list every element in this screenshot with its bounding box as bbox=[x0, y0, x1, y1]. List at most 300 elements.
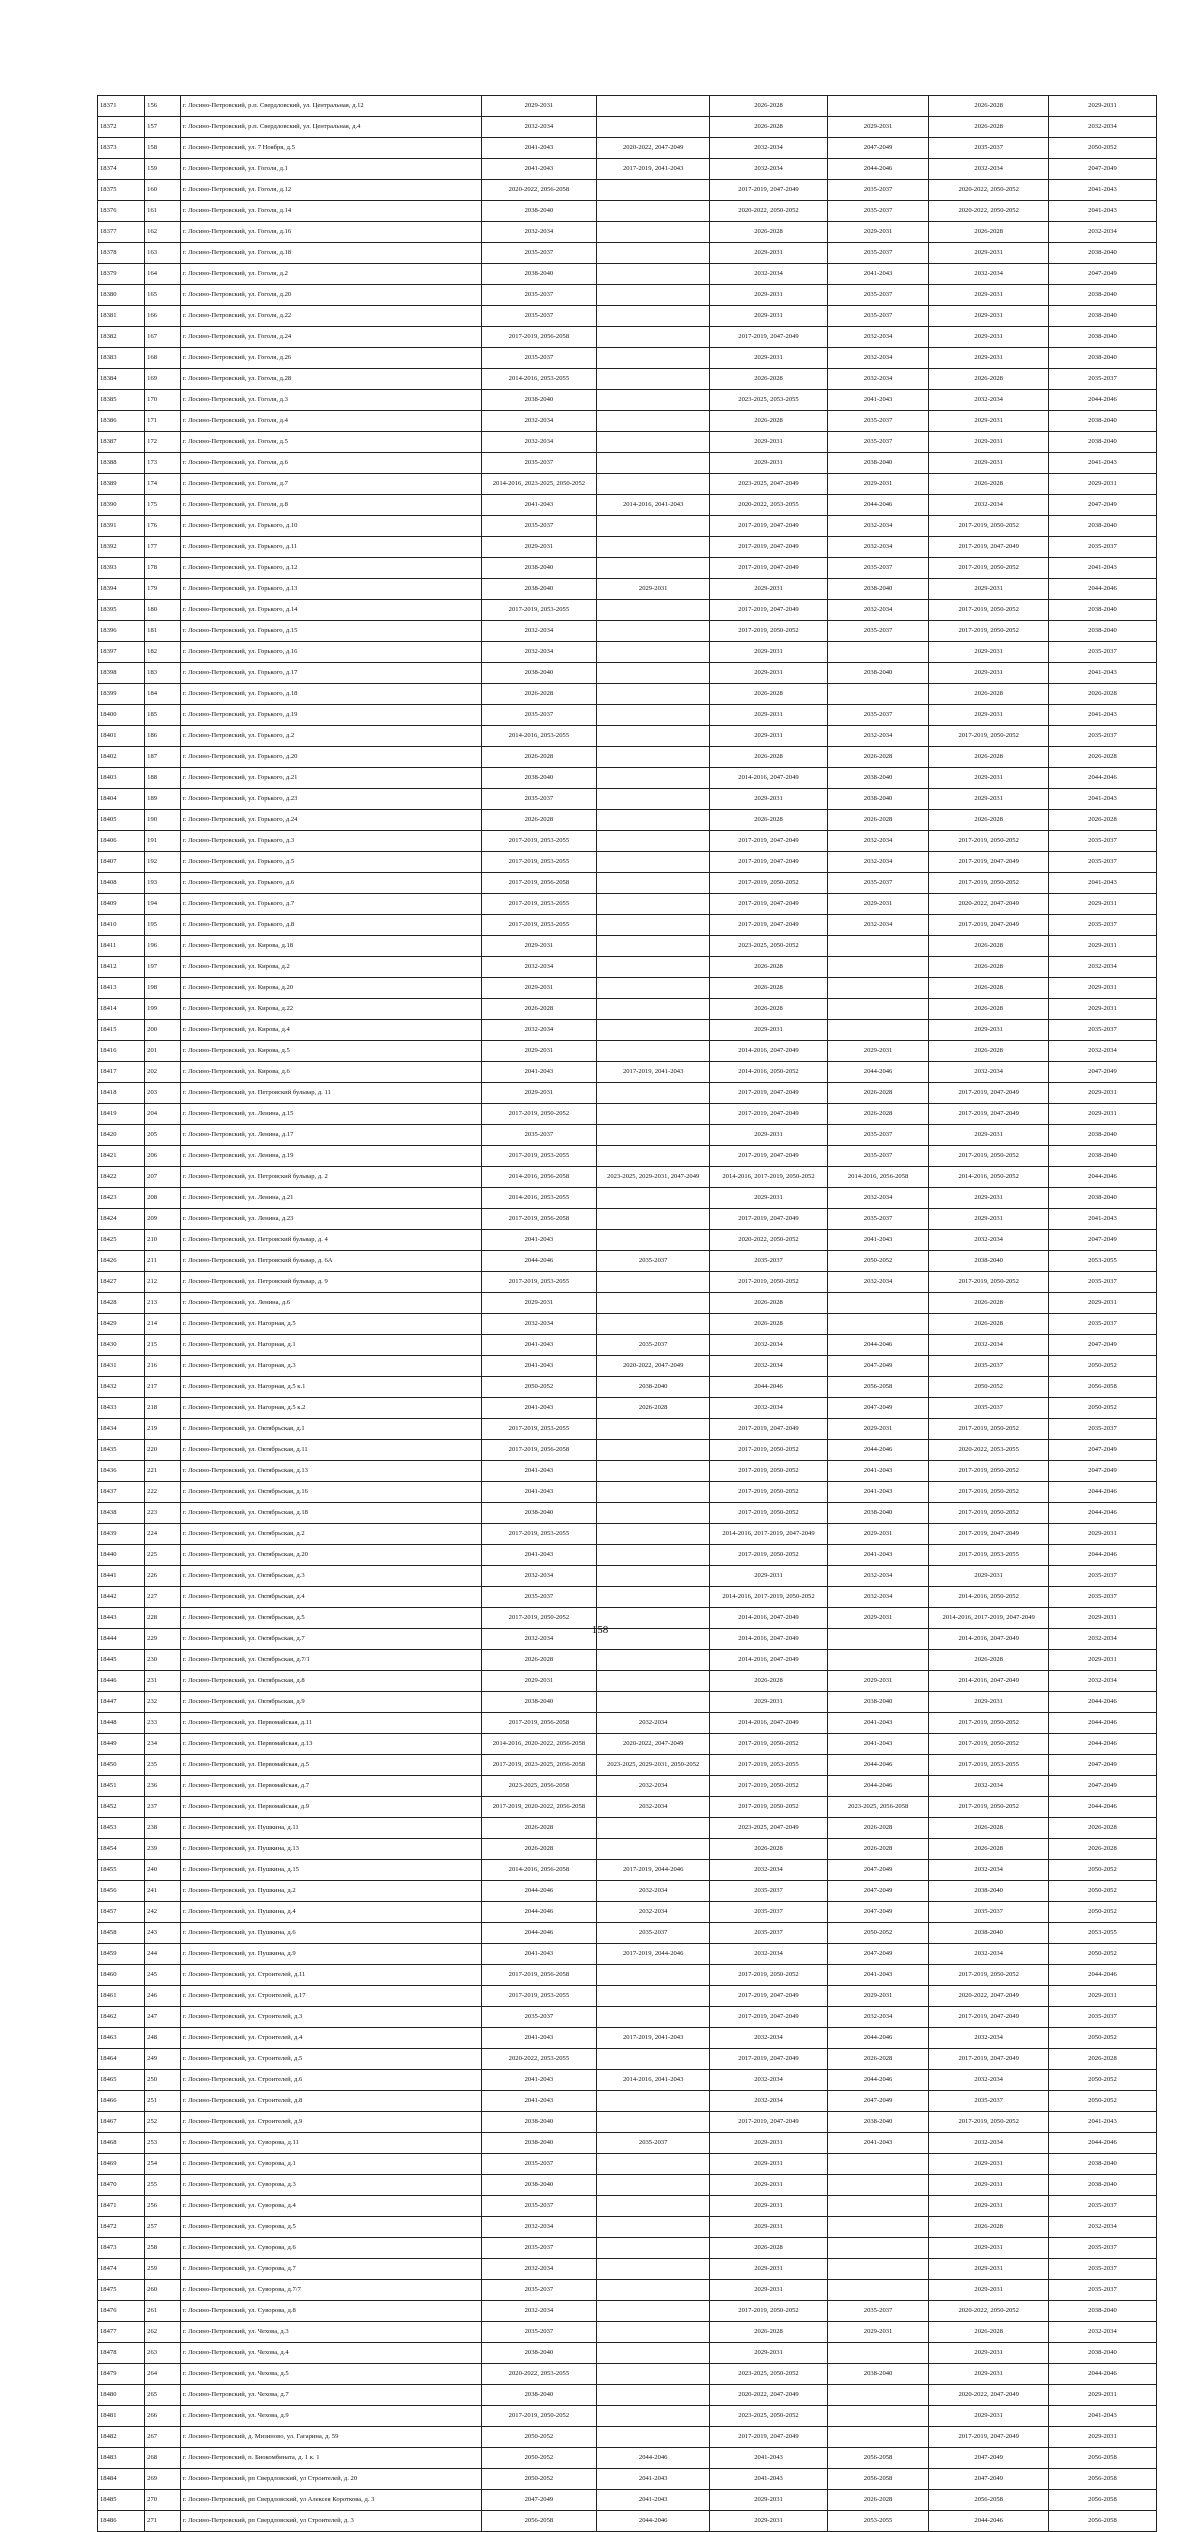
period-cell-1: 2038-2040 bbox=[481, 663, 596, 684]
row-id-cell: 18407 bbox=[98, 852, 145, 873]
period-cell-2 bbox=[597, 915, 710, 936]
address-cell: г. Лосино-Петровский, ул. Гоголя, д.4 bbox=[180, 411, 481, 432]
period-cell-2: 2032-2034 bbox=[597, 1713, 710, 1734]
period-cell-1: 2056-2058 bbox=[481, 2511, 596, 2532]
period-cell-6: 2047-2049 bbox=[1048, 495, 1156, 516]
address-cell: г. Лосино-Петровский, ул. Гоголя, д.28 bbox=[180, 369, 481, 390]
period-cell-5: 2029-2031 bbox=[929, 285, 1049, 306]
period-cell-4: 2047-2049 bbox=[827, 2091, 929, 2112]
address-cell: г. Лосино-Петровский, ул. Суворова, д.1 bbox=[180, 2154, 481, 2175]
period-cell-1: 2035-2037 bbox=[481, 243, 596, 264]
table-row bbox=[98, 1944, 1157, 1965]
table-row bbox=[98, 1419, 1157, 1440]
row-number-cell: 201 bbox=[145, 1041, 181, 1062]
row-number-cell: 178 bbox=[145, 558, 181, 579]
row-id-cell: 18396 bbox=[98, 621, 145, 642]
row-number-cell: 229 bbox=[145, 1629, 181, 1650]
row-number-cell: 164 bbox=[145, 264, 181, 285]
period-cell-3: 2017-2019, 2047-2049 bbox=[710, 180, 827, 201]
period-cell-5: 2017-2019, 2053-2055 bbox=[929, 1545, 1049, 1566]
period-cell-1: 2014-2016, 2023-2025, 2050-2052 bbox=[481, 474, 596, 495]
period-cell-6: 2044-2046 bbox=[1048, 579, 1156, 600]
period-cell-5: 2035-2037 bbox=[929, 1398, 1049, 1419]
period-cell-4: 2041-2043 bbox=[827, 1713, 929, 1734]
period-cell-4: 2056-2058 bbox=[827, 2448, 929, 2469]
period-cell-4: 2029-2031 bbox=[827, 222, 929, 243]
period-cell-5: 2017-2019, 2050-2052 bbox=[929, 1503, 1049, 1524]
row-id-cell: 18449 bbox=[98, 1734, 145, 1755]
table-row bbox=[98, 936, 1157, 957]
address-cell: г. Лосино-Петровский, ул. Кирова, д.6 bbox=[180, 1062, 481, 1083]
period-cell-6: 2044-2046 bbox=[1048, 1965, 1156, 1986]
period-cell-6: 2035-2037 bbox=[1048, 915, 1156, 936]
period-cell-4: 2026-2028 bbox=[827, 1083, 929, 1104]
period-cell-4 bbox=[827, 642, 929, 663]
period-cell-6: 2035-2037 bbox=[1048, 726, 1156, 747]
period-cell-1: 2038-2040 bbox=[481, 2343, 596, 2364]
address-cell: г. Лосино-Петровский, ул. Пушкина, д.6 bbox=[180, 1923, 481, 1944]
row-number-cell: 213 bbox=[145, 1293, 181, 1314]
table-row bbox=[98, 2007, 1157, 2028]
period-cell-5: 2029-2031 bbox=[929, 2406, 1049, 2427]
period-cell-5: 2017-2019, 2050-2052 bbox=[929, 600, 1049, 621]
period-cell-1: 2032-2034 bbox=[481, 621, 596, 642]
period-cell-3: 2020-2022, 2047-2049 bbox=[710, 2385, 827, 2406]
period-cell-5: 2029-2031 bbox=[929, 411, 1049, 432]
period-cell-5: 2017-2019, 2050-2052 bbox=[929, 1797, 1049, 1818]
period-cell-5: 2029-2031 bbox=[929, 1020, 1049, 1041]
period-cell-2 bbox=[597, 2259, 710, 2280]
period-cell-4: 2032-2034 bbox=[827, 348, 929, 369]
period-cell-5: 2026-2028 bbox=[929, 474, 1049, 495]
table-row bbox=[98, 117, 1157, 138]
table-row bbox=[98, 96, 1157, 117]
period-cell-5: 2038-2040 bbox=[929, 1881, 1049, 1902]
row-number-cell: 264 bbox=[145, 2364, 181, 2385]
address-cell: г. Лосино-Петровский, ул. Пушкина, д.9 bbox=[180, 1944, 481, 1965]
period-cell-2 bbox=[597, 789, 710, 810]
table-row bbox=[98, 348, 1157, 369]
row-id-cell: 18464 bbox=[98, 2049, 145, 2070]
period-cell-5: 2017-2019, 2047-2049 bbox=[929, 537, 1049, 558]
period-cell-2: 2044-2046 bbox=[597, 2448, 710, 2469]
period-cell-2 bbox=[597, 2091, 710, 2112]
table-row bbox=[98, 2238, 1157, 2259]
row-number-cell: 256 bbox=[145, 2196, 181, 2217]
table-row bbox=[98, 2406, 1157, 2427]
table-row bbox=[98, 810, 1157, 831]
address-cell: г. Лосино-Петровский, ул. Суворова, д.7 bbox=[180, 2259, 481, 2280]
period-cell-4 bbox=[827, 2406, 929, 2427]
row-number-cell: 220 bbox=[145, 1440, 181, 1461]
period-cell-1: 2032-2034 bbox=[481, 2301, 596, 2322]
period-cell-6: 2035-2037 bbox=[1048, 537, 1156, 558]
period-cell-5: 2026-2028 bbox=[929, 96, 1049, 117]
table-row bbox=[98, 1818, 1157, 1839]
period-cell-6: 2029-2031 bbox=[1048, 999, 1156, 1020]
address-cell: г. Лосино-Петровский, ул. Гоголя, д.16 bbox=[180, 222, 481, 243]
period-cell-1: 2035-2037 bbox=[481, 453, 596, 474]
table-row bbox=[98, 1230, 1157, 1251]
period-cell-5: 2017-2019, 2050-2052 bbox=[929, 1461, 1049, 1482]
period-cell-4: 2038-2040 bbox=[827, 2112, 929, 2133]
period-cell-2 bbox=[597, 852, 710, 873]
period-cell-4 bbox=[827, 2280, 929, 2301]
period-cell-3: 2026-2028 bbox=[710, 1839, 827, 1860]
row-id-cell: 18455 bbox=[98, 1860, 145, 1881]
period-cell-3: 2032-2034 bbox=[710, 2091, 827, 2112]
table-row bbox=[98, 600, 1157, 621]
row-number-cell: 252 bbox=[145, 2112, 181, 2133]
period-cell-3: 2029-2031 bbox=[710, 2511, 827, 2532]
address-cell: г. Лосино-Петровский, ул. Горького, д.13 bbox=[180, 579, 481, 600]
row-number-cell: 239 bbox=[145, 1839, 181, 1860]
period-cell-4: 2047-2049 bbox=[827, 1944, 929, 1965]
period-cell-6: 2044-2046 bbox=[1048, 1545, 1156, 1566]
period-cell-2 bbox=[597, 180, 710, 201]
period-cell-3: 2032-2034 bbox=[710, 138, 827, 159]
period-cell-4: 2035-2037 bbox=[827, 1146, 929, 1167]
period-cell-2: 2035-2037 bbox=[597, 1335, 710, 1356]
address-cell: г. Лосино-Петровский, ул. Кирова, д.20 bbox=[180, 978, 481, 999]
period-cell-5: 2029-2031 bbox=[929, 1209, 1049, 1230]
row-number-cell: 166 bbox=[145, 306, 181, 327]
period-cell-2 bbox=[597, 411, 710, 432]
address-cell: г. Лосино-Петровский, ул. Октябрьская, д.18 bbox=[180, 1503, 481, 1524]
period-cell-6: 2032-2034 bbox=[1048, 1629, 1156, 1650]
row-number-cell: 217 bbox=[145, 1377, 181, 1398]
row-id-cell: 18424 bbox=[98, 1209, 145, 1230]
table-row bbox=[98, 768, 1157, 789]
period-cell-2 bbox=[597, 705, 710, 726]
table-row bbox=[98, 1251, 1157, 1272]
period-cell-6: 2044-2046 bbox=[1048, 1734, 1156, 1755]
period-cell-6: 2029-2031 bbox=[1048, 894, 1156, 915]
period-cell-6: 2038-2040 bbox=[1048, 2343, 1156, 2364]
period-cell-3: 2017-2019, 2050-2052 bbox=[710, 1734, 827, 1755]
row-number-cell: 165 bbox=[145, 285, 181, 306]
period-cell-6: 2038-2040 bbox=[1048, 2175, 1156, 2196]
row-id-cell: 18457 bbox=[98, 1902, 145, 1923]
row-number-cell: 169 bbox=[145, 369, 181, 390]
table-row bbox=[98, 852, 1157, 873]
period-cell-5: 2032-2034 bbox=[929, 1335, 1049, 1356]
row-id-cell: 18426 bbox=[98, 1251, 145, 1272]
period-cell-4: 2032-2034 bbox=[827, 831, 929, 852]
row-number-cell: 227 bbox=[145, 1587, 181, 1608]
table-row bbox=[98, 2175, 1157, 2196]
row-id-cell: 18397 bbox=[98, 642, 145, 663]
address-cell: г. Лосино-Петровский, ул. Кирова, д.22 bbox=[180, 999, 481, 1020]
period-cell-2 bbox=[597, 537, 710, 558]
row-id-cell: 18461 bbox=[98, 1986, 145, 2007]
period-cell-3: 2014-2016, 2047-2049 bbox=[710, 1041, 827, 1062]
address-cell: г. Лосино-Петровский, ул. Горького, д.20 bbox=[180, 747, 481, 768]
table-row bbox=[98, 2133, 1157, 2154]
period-cell-6: 2044-2046 bbox=[1048, 1713, 1156, 1734]
address-cell: г. Лосино-Петровский, ул. Горького, д.18 bbox=[180, 684, 481, 705]
row-number-cell: 200 bbox=[145, 1020, 181, 1041]
period-cell-5: 2026-2028 bbox=[929, 222, 1049, 243]
table-row bbox=[98, 1398, 1157, 1419]
period-cell-1: 2029-2031 bbox=[481, 96, 596, 117]
period-cell-1: 2017-2019, 2053-2055 bbox=[481, 831, 596, 852]
period-cell-1: 2035-2037 bbox=[481, 2238, 596, 2259]
period-cell-5: 2020-2022, 2050-2052 bbox=[929, 2301, 1049, 2322]
schedule-table-sheet bbox=[97, 95, 1157, 2532]
row-number-cell: 157 bbox=[145, 117, 181, 138]
period-cell-3: 2041-2043 bbox=[710, 2448, 827, 2469]
period-cell-3: 2029-2031 bbox=[710, 1125, 827, 1146]
address-cell: г. Лосино-Петровский, ул. Петровский бульвар, д. 4 bbox=[180, 1230, 481, 1251]
table-row bbox=[98, 915, 1157, 936]
table-row bbox=[98, 705, 1157, 726]
row-number-cell: 175 bbox=[145, 495, 181, 516]
period-cell-6: 2041-2043 bbox=[1048, 663, 1156, 684]
period-cell-3: 2035-2037 bbox=[710, 1251, 827, 1272]
period-cell-3: 2026-2028 bbox=[710, 369, 827, 390]
period-cell-4: 2032-2034 bbox=[827, 600, 929, 621]
period-cell-4: 2029-2031 bbox=[827, 1986, 929, 2007]
row-number-cell: 271 bbox=[145, 2511, 181, 2532]
period-cell-4: 2035-2037 bbox=[827, 621, 929, 642]
table-row bbox=[98, 621, 1157, 642]
period-cell-3: 2014-2016, 2047-2049 bbox=[710, 1650, 827, 1671]
period-cell-3: 2026-2028 bbox=[710, 222, 827, 243]
period-cell-3: 2023-2025, 2047-2049 bbox=[710, 1818, 827, 1839]
period-cell-1: 2041-2043 bbox=[481, 1230, 596, 1251]
row-number-cell: 171 bbox=[145, 411, 181, 432]
period-cell-1: 2014-2016, 2053-2055 bbox=[481, 369, 596, 390]
row-id-cell: 18391 bbox=[98, 516, 145, 537]
period-cell-2: 2044-2046 bbox=[597, 2511, 710, 2532]
period-cell-6: 2044-2046 bbox=[1048, 1503, 1156, 1524]
period-cell-5: 2017-2019, 2047-2049 bbox=[929, 1083, 1049, 1104]
period-cell-4: 2035-2037 bbox=[827, 411, 929, 432]
period-cell-3: 2017-2019, 2047-2049 bbox=[710, 2049, 827, 2070]
period-cell-6: 2056-2058 bbox=[1048, 2490, 1156, 2511]
period-cell-4: 2032-2034 bbox=[827, 726, 929, 747]
period-cell-3: 2029-2031 bbox=[710, 1566, 827, 1587]
period-cell-2 bbox=[597, 1230, 710, 1251]
period-cell-6: 2041-2043 bbox=[1048, 558, 1156, 579]
period-cell-2 bbox=[597, 663, 710, 684]
period-cell-3: 2029-2031 bbox=[710, 1020, 827, 1041]
period-cell-6: 2029-2031 bbox=[1048, 1650, 1156, 1671]
period-cell-2 bbox=[597, 1188, 710, 1209]
period-cell-1: 2032-2034 bbox=[481, 1629, 596, 1650]
row-id-cell: 18456 bbox=[98, 1881, 145, 1902]
address-cell: г. Лосино-Петровский, ул. Горького, д.16 bbox=[180, 642, 481, 663]
period-cell-2 bbox=[597, 1839, 710, 1860]
table-row bbox=[98, 2280, 1157, 2301]
period-cell-3: 2014-2016, 2047-2049 bbox=[710, 768, 827, 789]
period-cell-5: 2017-2019, 2047-2049 bbox=[929, 2427, 1049, 2448]
row-id-cell: 18399 bbox=[98, 684, 145, 705]
period-cell-6: 2026-2028 bbox=[1048, 1818, 1156, 1839]
address-cell: г. Лосино-Петровский, ул. Гоголя, д.3 bbox=[180, 390, 481, 411]
period-cell-4: 2035-2037 bbox=[827, 1125, 929, 1146]
table-row bbox=[98, 2196, 1157, 2217]
period-cell-6: 2044-2046 bbox=[1048, 2364, 1156, 2385]
period-cell-1: 2035-2037 bbox=[481, 1587, 596, 1608]
row-number-cell: 231 bbox=[145, 1671, 181, 1692]
period-cell-3: 2017-2019, 2047-2049 bbox=[710, 915, 827, 936]
period-cell-4: 2044-2046 bbox=[827, 495, 929, 516]
period-cell-1: 2029-2031 bbox=[481, 537, 596, 558]
address-cell: г. Лосино-Петровский, ул. Строителей, д.4 bbox=[180, 2028, 481, 2049]
period-cell-3: 2014-2016, 2050-2052 bbox=[710, 1062, 827, 1083]
row-id-cell: 18408 bbox=[98, 873, 145, 894]
period-cell-5: 2029-2031 bbox=[929, 2259, 1049, 2280]
period-cell-5: 2050-2052 bbox=[929, 1377, 1049, 1398]
period-cell-4: 2026-2028 bbox=[827, 1818, 929, 1839]
row-id-cell: 18429 bbox=[98, 1314, 145, 1335]
row-id-cell: 18448 bbox=[98, 1713, 145, 1734]
period-cell-6: 2029-2031 bbox=[1048, 1608, 1156, 1629]
period-cell-3: 2017-2019, 2047-2049 bbox=[710, 537, 827, 558]
period-cell-3: 2029-2031 bbox=[710, 2490, 827, 2511]
period-cell-6: 2032-2034 bbox=[1048, 2322, 1156, 2343]
table-row bbox=[98, 663, 1157, 684]
period-cell-6: 2029-2031 bbox=[1048, 474, 1156, 495]
address-cell: г. Лосино-Петровский, ул. Ленина, д.6 bbox=[180, 1293, 481, 1314]
table-row bbox=[98, 2427, 1157, 2448]
table-row bbox=[98, 1125, 1157, 1146]
period-cell-6: 2041-2043 bbox=[1048, 201, 1156, 222]
row-id-cell: 18486 bbox=[98, 2511, 145, 2532]
period-cell-5: 2017-2019, 2050-2052 bbox=[929, 1272, 1049, 1293]
period-cell-4: 2047-2049 bbox=[827, 138, 929, 159]
address-cell: г. Лосино-Петровский, ул. Горького, д.14 bbox=[180, 600, 481, 621]
period-cell-3: 2035-2037 bbox=[710, 1902, 827, 1923]
row-id-cell: 18471 bbox=[98, 2196, 145, 2217]
period-cell-4: 2032-2034 bbox=[827, 2007, 929, 2028]
period-cell-4: 2032-2034 bbox=[827, 327, 929, 348]
table-row bbox=[98, 2112, 1157, 2133]
address-cell: г. Лосино-Петровский, ул. Петровский бульвар, д. 2 bbox=[180, 1167, 481, 1188]
period-cell-4 bbox=[827, 2154, 929, 2175]
period-cell-2 bbox=[597, 1692, 710, 1713]
table-row bbox=[98, 642, 1157, 663]
address-cell: г. Лосино-Петровский, ул. Суворова, д.5 bbox=[180, 2217, 481, 2238]
address-cell: г. Лосино-Петровский, п. Биокомбината, д. 1 к. 1 bbox=[180, 2448, 481, 2469]
table-row bbox=[98, 2091, 1157, 2112]
address-cell: г. Лосино-Петровский, ул. Кирова, д.2 bbox=[180, 957, 481, 978]
table-row bbox=[98, 1524, 1157, 1545]
period-cell-6: 2041-2043 bbox=[1048, 2112, 1156, 2133]
period-cell-1: 2041-2043 bbox=[481, 495, 596, 516]
period-cell-3: 2026-2028 bbox=[710, 117, 827, 138]
period-cell-1: 2026-2028 bbox=[481, 1839, 596, 1860]
period-cell-2 bbox=[597, 1524, 710, 1545]
period-cell-2 bbox=[597, 1419, 710, 1440]
period-cell-2 bbox=[597, 1650, 710, 1671]
row-number-cell: 208 bbox=[145, 1188, 181, 1209]
period-cell-4: 2029-2031 bbox=[827, 2322, 929, 2343]
period-cell-1: 2038-2040 bbox=[481, 1503, 596, 1524]
period-cell-2 bbox=[597, 1146, 710, 1167]
table-row bbox=[98, 1860, 1157, 1881]
period-cell-2 bbox=[597, 1041, 710, 1062]
row-number-cell: 268 bbox=[145, 2448, 181, 2469]
period-cell-6: 2029-2031 bbox=[1048, 2385, 1156, 2406]
period-cell-6: 2050-2052 bbox=[1048, 2028, 1156, 2049]
table-row bbox=[98, 285, 1157, 306]
period-cell-2 bbox=[597, 1965, 710, 1986]
row-number-cell: 173 bbox=[145, 453, 181, 474]
period-cell-5: 2017-2019, 2050-2052 bbox=[929, 1713, 1049, 1734]
row-number-cell: 222 bbox=[145, 1482, 181, 1503]
table-row bbox=[98, 2511, 1157, 2532]
period-cell-2: 2032-2034 bbox=[597, 1776, 710, 1797]
period-cell-2 bbox=[597, 2280, 710, 2301]
period-cell-1: 2035-2037 bbox=[481, 2322, 596, 2343]
address-cell: г. Лосино-Петровский, ул. Суворова, д.6 bbox=[180, 2238, 481, 2259]
period-cell-6: 2044-2046 bbox=[1048, 1482, 1156, 1503]
period-cell-1: 2014-2016, 2056-2058 bbox=[481, 1860, 596, 1881]
address-cell: г. Лосино-Петровский, р.п. Свердловский, ул. Центральная, д.12 bbox=[180, 96, 481, 117]
period-cell-6: 2035-2037 bbox=[1048, 852, 1156, 873]
period-cell-4: 2044-2046 bbox=[827, 1062, 929, 1083]
row-number-cell: 188 bbox=[145, 768, 181, 789]
period-cell-6: 2050-2052 bbox=[1048, 1860, 1156, 1881]
table-row bbox=[98, 1566, 1157, 1587]
row-number-cell: 204 bbox=[145, 1104, 181, 1125]
period-cell-1: 2020-2022, 2053-2055 bbox=[481, 2364, 596, 2385]
row-number-cell: 255 bbox=[145, 2175, 181, 2196]
row-id-cell: 18385 bbox=[98, 390, 145, 411]
period-cell-6: 2035-2037 bbox=[1048, 2196, 1156, 2217]
table-row bbox=[98, 747, 1157, 768]
period-cell-1: 2038-2040 bbox=[481, 390, 596, 411]
period-cell-4: 2035-2037 bbox=[827, 1209, 929, 1230]
row-id-cell: 18371 bbox=[98, 96, 145, 117]
table-row bbox=[98, 1755, 1157, 1776]
table-row bbox=[98, 2322, 1157, 2343]
table-row bbox=[98, 2028, 1157, 2049]
row-id-cell: 18472 bbox=[98, 2217, 145, 2238]
period-cell-3: 2029-2031 bbox=[710, 642, 827, 663]
row-number-cell: 235 bbox=[145, 1755, 181, 1776]
period-cell-1: 2032-2034 bbox=[481, 2217, 596, 2238]
table-row bbox=[98, 999, 1157, 1020]
period-cell-1: 2044-2046 bbox=[481, 1902, 596, 1923]
period-cell-2 bbox=[597, 2175, 710, 2196]
period-cell-4: 2035-2037 bbox=[827, 705, 929, 726]
period-cell-1: 2041-2043 bbox=[481, 1356, 596, 1377]
period-cell-6: 2038-2040 bbox=[1048, 306, 1156, 327]
period-cell-1: 2041-2043 bbox=[481, 1398, 596, 1419]
period-cell-5: 2026-2028 bbox=[929, 999, 1049, 1020]
period-cell-2 bbox=[597, 1566, 710, 1587]
period-cell-4: 2038-2040 bbox=[827, 1692, 929, 1713]
row-id-cell: 18460 bbox=[98, 1965, 145, 1986]
period-cell-5: 2029-2031 bbox=[929, 243, 1049, 264]
period-cell-2 bbox=[597, 264, 710, 285]
period-cell-6: 2047-2049 bbox=[1048, 1440, 1156, 1461]
period-cell-3: 2029-2031 bbox=[710, 789, 827, 810]
period-cell-3: 2017-2019, 2050-2052 bbox=[710, 873, 827, 894]
period-cell-2 bbox=[597, 999, 710, 1020]
row-number-cell: 209 bbox=[145, 1209, 181, 1230]
period-cell-3: 2017-2019, 2047-2049 bbox=[710, 1419, 827, 1440]
period-cell-3: 2020-2022, 2050-2052 bbox=[710, 1230, 827, 1251]
row-id-cell: 18398 bbox=[98, 663, 145, 684]
table-row bbox=[98, 1356, 1157, 1377]
period-cell-3: 2017-2019, 2050-2052 bbox=[710, 1482, 827, 1503]
row-id-cell: 18437 bbox=[98, 1482, 145, 1503]
